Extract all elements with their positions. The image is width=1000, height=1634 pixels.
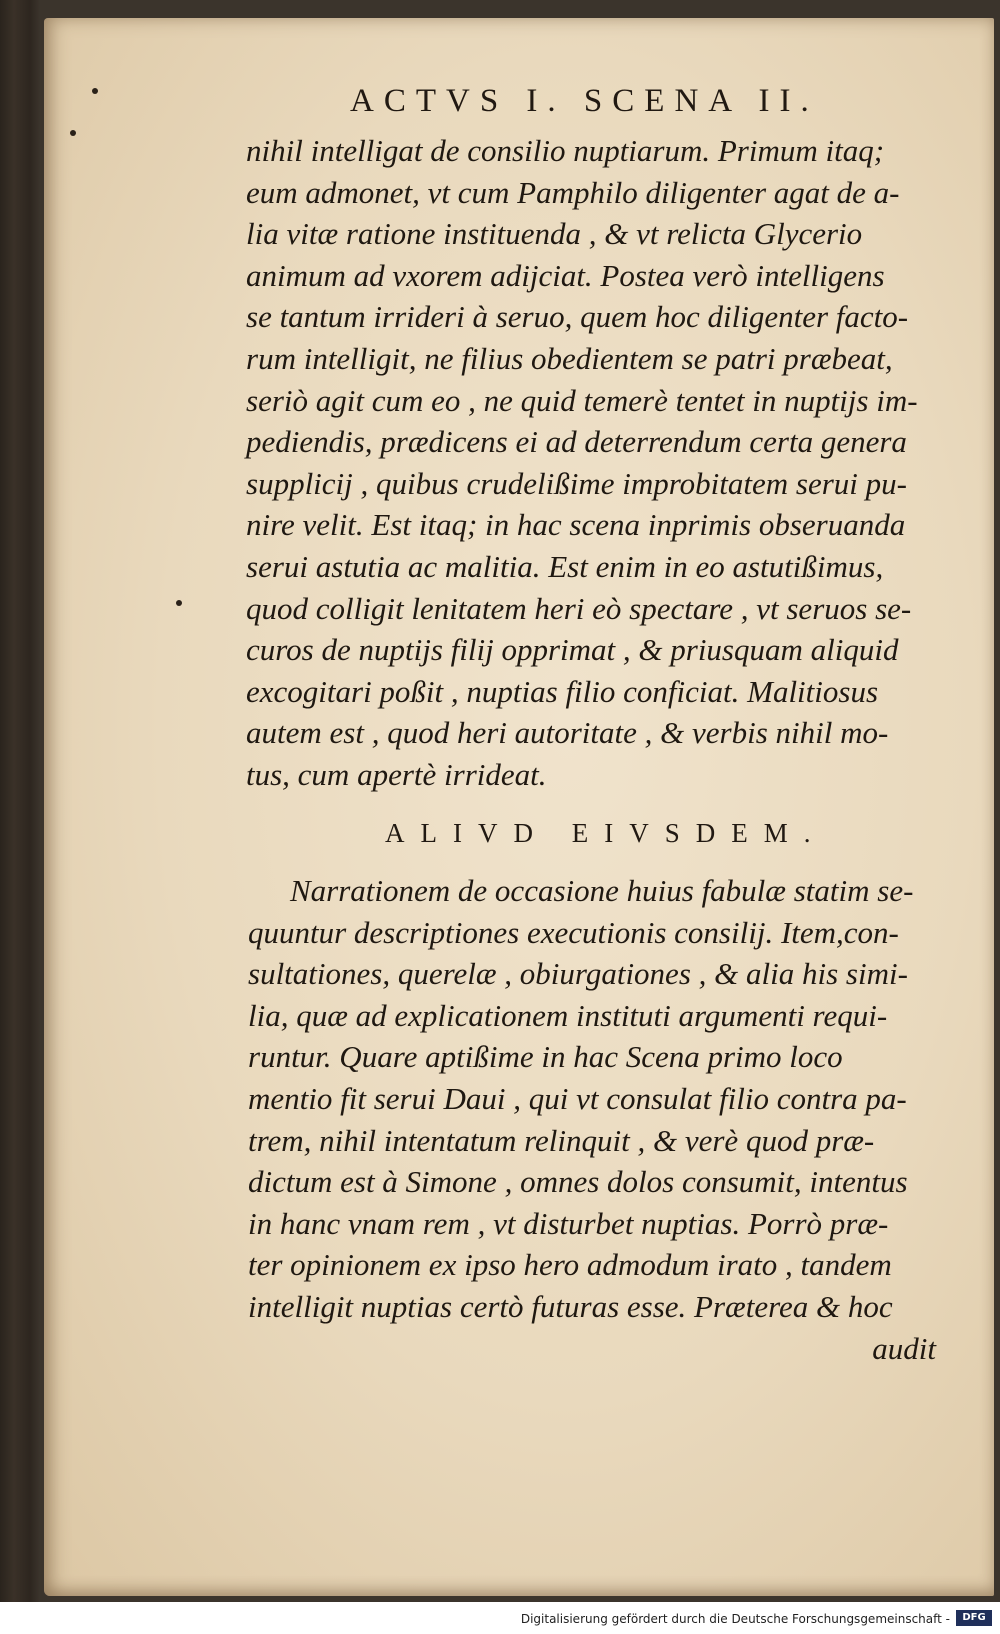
text-line: curos de nuptijs filij opprimat , & priusquam aliquid: [246, 632, 899, 668]
text-line: seriò agit cum eo , ne quid temerè tentet in nuptijs im-: [246, 382, 918, 418]
text-line: eum admonet, vt cum Pamphilo diligenter agat de a-: [246, 174, 900, 210]
catchword: audit: [872, 1330, 936, 1366]
text-line: dictum est à Simone , omnes dolos consumit, intentus: [248, 1164, 908, 1200]
text-line: in hanc vnam rem , vt disturbet nuptias. Porrò præ-: [248, 1205, 889, 1241]
text-line: animum ad vxorem adijciat. Postea verò intelligens: [246, 257, 885, 293]
ink-speck: [92, 88, 98, 94]
text-line: mentio fit serui Daui , qui vt consulat filio contra pa-: [248, 1080, 907, 1116]
ink-speck: [176, 600, 182, 606]
dfg-logo: DFG: [956, 1610, 992, 1626]
text-line: lia vitæ ratione instituenda , & vt relicta Glycerio: [246, 216, 863, 252]
section-title: ALIVD EIVSDEM.: [385, 818, 827, 848]
text-line: tus, cum apertè irrideat.: [246, 756, 547, 792]
text-line: supplicij , quibus crudelißime improbitatem serui pu-: [246, 465, 907, 501]
text-line: runtur. Quare aptißime in hac Scena primo loco: [248, 1039, 843, 1075]
text-line: quod colligit lenitatem heri eò spectare , vt seruos se-: [246, 590, 912, 626]
passage-1: [246, 130, 946, 796]
text-line: lia, quæ ad explicationem instituti argumenti requi-: [248, 997, 888, 1033]
text-line: Narrationem de occasione huius fabulæ statim se-: [290, 873, 914, 908]
footer-credit: Digitalisierung gefördert durch die Deutsche Forschungsgemeinschaft -: [520, 1612, 950, 1626]
text-line: serui astutia ac malitia. Est enim in eo astutißimus,: [246, 548, 884, 584]
text-line: quuntur descriptiones executionis consilij. Item,con-: [248, 914, 899, 950]
text-line: nihil intelligat de consilio nuptiarum. Primum itaq;: [246, 133, 885, 168]
running-head: ACTVS I. SCENA II.: [350, 83, 819, 119]
text-line: pediendis, prædicens ei ad deterrendum certa genera: [246, 424, 907, 460]
text-line: ter opinionem ex ipso hero admodum irato , tandem: [248, 1247, 892, 1283]
text-line: excogitari poßit , nuptias filio conficiat. Malitiosus: [246, 673, 879, 709]
text-line: se tantum irrideri à seruo, quem hoc diligenter facto-: [246, 299, 909, 335]
text-line: intelligit nuptias certò futuras esse. Præterea & hoc: [248, 1288, 893, 1324]
text-line: rum intelligit, ne filius obedientem se patri præbeat,: [246, 340, 893, 376]
ink-speck: [70, 130, 76, 136]
text-line: trem, nihil intentatum relinquit , & verè quod præ-: [248, 1122, 875, 1158]
text-line: nire velit. Est itaq; in hac scena inprimis obseruanda: [246, 507, 906, 543]
text-line: autem est , quod heri autoritate , & verbis nihil mo-: [246, 715, 889, 751]
passage-2: [248, 870, 948, 1369]
text-line: sultationes, querelæ , obiurgationes , & alia his simi-: [248, 956, 908, 992]
